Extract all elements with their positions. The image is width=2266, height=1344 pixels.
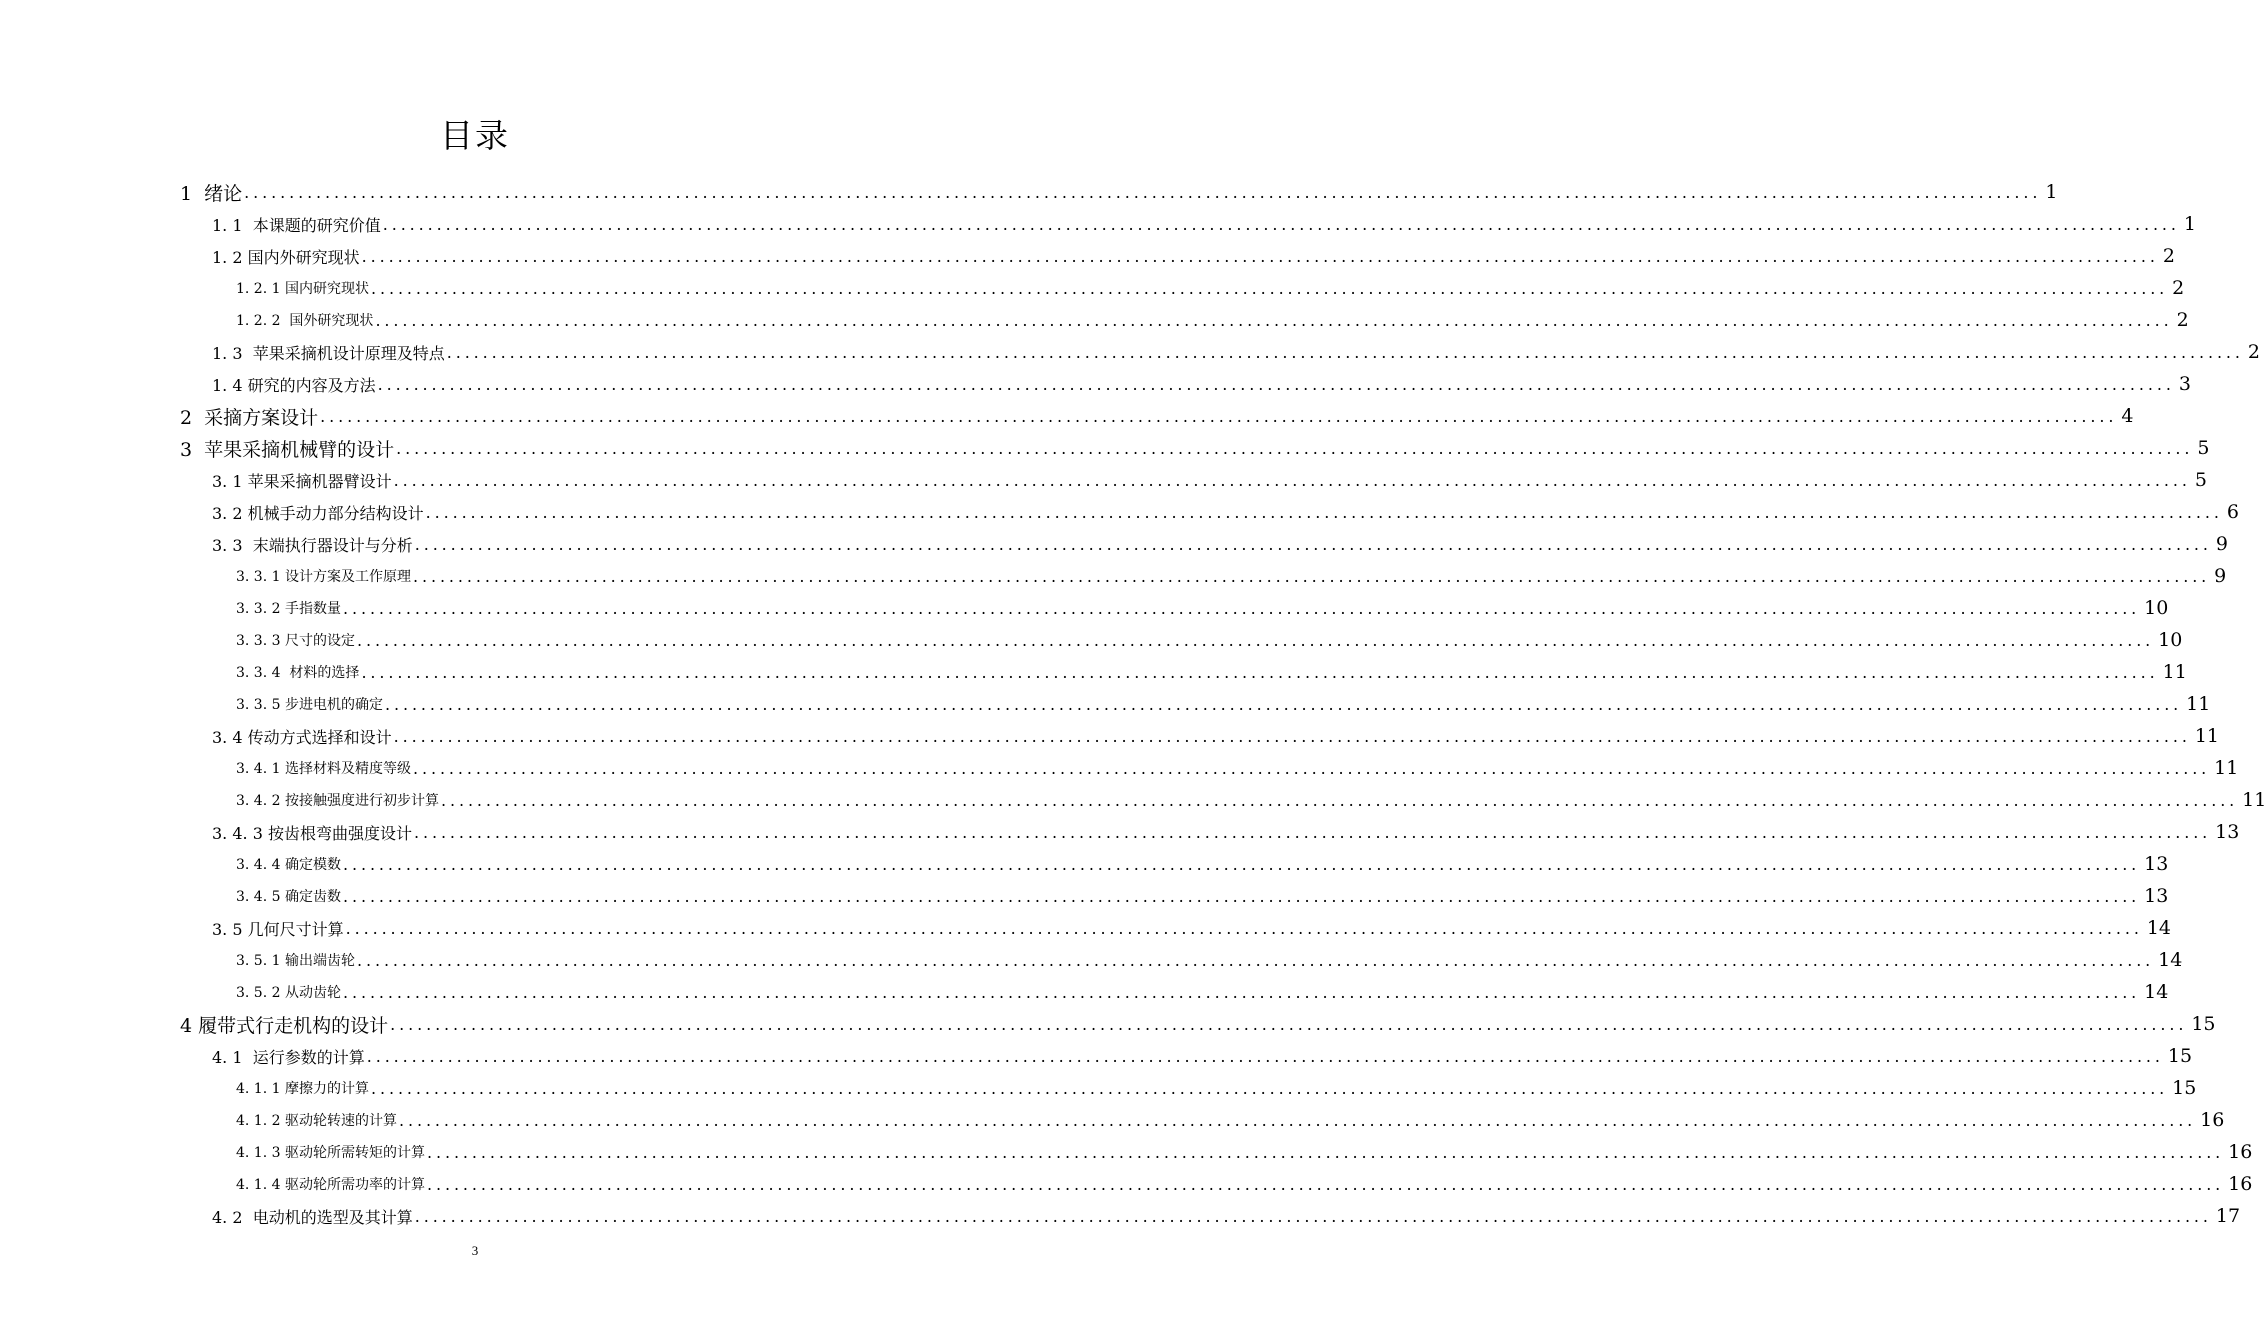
toc-dot-leader: ........................................................................................................................................................................................................ [375, 310, 2173, 330]
toc-dot-leader: ........................................................................................................................................................................................................ [366, 1046, 2164, 1066]
toc-entry-page: 10 [2144, 597, 2169, 619]
toc-entry-page: 13 [2144, 853, 2169, 875]
toc-dot-leader: ........................................................................................................................................................................................................ [382, 214, 2180, 234]
toc-dot-leader: ........................................................................................................................................................................................................ [356, 630, 2155, 650]
toc-dot-leader: ........................................................................................................................................................................................................ [356, 950, 2155, 970]
toc-entry-title: 4 履带式行走机构的设计 [180, 1014, 389, 1037]
toc-dot-leader: ........................................................................................................................................................................................................ [426, 1142, 2225, 1162]
toc-entry-title: 1. 3 苹果采摘机设计原理及特点 [212, 343, 445, 363]
page-number: 3 [471, 1243, 479, 1258]
toc-entry-page: 9 [2214, 565, 2227, 587]
toc-entry-title: 3. 4. 3 按齿根弯曲强度设计 [212, 823, 412, 843]
toc-entry[interactable] [212, 528, 2228, 560]
toc-entry[interactable] [236, 944, 2183, 976]
toc-entry-title: 3. 4. 1 选择材料及精度等级 [236, 761, 411, 777]
toc-entry-title: 3. 3. 3 尺寸的设定 [236, 633, 355, 649]
toc-entry-title: 3. 5. 2 从动齿轮 [236, 985, 341, 1001]
toc-entry-title: 3. 2 机械手动力部分结构设计 [212, 503, 424, 523]
toc-entry[interactable] [236, 592, 2169, 624]
toc-entry-page: 1 [2183, 213, 2196, 235]
toc-dot-leader: ........................................................................................................................................................................................................ [413, 822, 2212, 842]
toc-entry-page: 6 [2226, 501, 2239, 523]
toc-dot-leader: ........................................................................................................................................................................................................ [244, 182, 2042, 202]
toc-entry[interactable] [212, 1200, 2241, 1232]
toc-entry-page: 14 [2158, 949, 2183, 971]
toc-entry-title: 4. 1 运行参数的计算 [212, 1047, 365, 1067]
toc-entry-page: 11 [2162, 661, 2187, 683]
toc-dot-leader: ........................................................................................................................................................................................................ [361, 662, 2159, 682]
toc-entry[interactable] [212, 368, 2191, 400]
toc-dot-leader: ........................................................................................................................................................................................................ [393, 470, 2191, 490]
toc-dot-leader: ........................................................................................................................................................................................................ [320, 406, 2118, 426]
toc-entry-title: 2 采摘方案设计 [180, 406, 319, 429]
toc-dot-leader: ........................................................................................................................................................................................................ [396, 438, 2194, 458]
toc-entry-page: 4 [2121, 405, 2134, 427]
toc-entry-title: 4. 1. 1 摩擦力的计算 [236, 1081, 369, 1097]
toc-entry-page: 2 [2162, 245, 2175, 267]
toc-entry[interactable] [180, 1008, 2216, 1040]
toc-entry-page: 2 [2176, 309, 2189, 331]
toc-entry-page: 11 [2194, 725, 2219, 747]
toc-entry-page: 5 [2197, 437, 2210, 459]
toc-entry-page: 13 [2144, 885, 2169, 907]
toc-dot-leader: ........................................................................................................................................................................................................ [342, 886, 2141, 906]
toc-entry-page: 16 [2228, 1173, 2253, 1195]
toc-entry-page: 16 [2228, 1141, 2253, 1163]
toc-entry[interactable] [212, 496, 2239, 528]
toc-entry-page: 14 [2144, 981, 2169, 1003]
toc-dot-leader: ........................................................................................................................................................................................................ [425, 502, 2223, 522]
toc-entry-page: 13 [2215, 821, 2240, 843]
toc-entry-title: 3. 3. 2 手指数量 [236, 601, 341, 617]
toc-dot-leader: ........................................................................................................................................................................................................ [412, 758, 2211, 778]
toc-entry[interactable] [180, 176, 2058, 208]
toc-entry[interactable] [236, 880, 2169, 912]
toc-entry-page: 2 [2247, 341, 2260, 363]
toc-dot-leader: ........................................................................................................................................................................................................ [446, 342, 2244, 362]
toc-entry[interactable] [236, 976, 2169, 1008]
toc-dot-leader: ........................................................................................................................................................................................................ [370, 278, 2169, 298]
toc-entry[interactable] [236, 848, 2169, 880]
toc-entry-title: 1. 1 本课题的研究价值 [212, 215, 381, 235]
toc-entry[interactable] [236, 784, 2266, 816]
toc-entry[interactable] [212, 464, 2207, 496]
toc-entry-title: 4. 1. 3 驱动轮所需转矩的计算 [236, 1145, 425, 1161]
toc-dot-leader: ........................................................................................................................................................................................................ [377, 374, 2175, 394]
toc-entry[interactable] [236, 656, 2187, 688]
toc-entry-page: 3 [2178, 373, 2191, 395]
toc-dot-leader: ........................................................................................................................................................................................................ [384, 694, 2183, 714]
toc-entry[interactable] [180, 400, 2134, 432]
toc-entry-page: 15 [2191, 1013, 2216, 1035]
toc-dot-leader: ........................................................................................................................................................................................................ [342, 598, 2141, 618]
toc-entry-title: 1 绪论 [180, 182, 243, 205]
toc-entry-title: 1. 2 国内外研究现状 [212, 247, 360, 267]
toc-entry[interactable] [212, 208, 2196, 240]
table-of-contents [0, 176, 2266, 1232]
toc-entry-title: 3. 5. 1 输出端齿轮 [236, 953, 355, 969]
toc-entry-page: 11 [2186, 693, 2211, 715]
toc-entry-title: 1. 2. 1 国内研究现状 [236, 281, 369, 297]
toc-entry-page: 10 [2158, 629, 2183, 651]
toc-entry-title: 3 苹果采摘机械臂的设计 [180, 438, 395, 461]
toc-entry-page: 2 [2172, 277, 2185, 299]
toc-dot-leader: ........................................................................................................................................................................................................ [440, 790, 2239, 810]
toc-entry[interactable] [212, 1040, 2193, 1072]
toc-entry[interactable] [212, 912, 2171, 944]
toc-entry-title: 3. 5 几何尺寸计算 [212, 919, 344, 939]
toc-entry[interactable] [236, 560, 2227, 592]
toc-entry[interactable] [180, 432, 2210, 464]
toc-dot-leader: ........................................................................................................................................................................................................ [398, 1110, 2197, 1130]
toc-dot-leader: ........................................................................................................................................................................................................ [345, 918, 2143, 938]
toc-dot-leader: ........................................................................................................................................................................................................ [414, 1206, 2212, 1226]
toc-dot-leader: ........................................................................................................................................................................................................ [361, 246, 2159, 266]
toc-entry-title: 3. 4. 5 确定齿数 [236, 889, 341, 905]
toc-entry[interactable] [212, 816, 2240, 848]
toc-entry[interactable] [236, 624, 2183, 656]
toc-dot-leader: ........................................................................................................................................................................................................ [426, 1174, 2225, 1194]
toc-entry-title: 3. 3 末端执行器设计与分析 [212, 535, 413, 555]
toc-dot-leader: ........................................................................................................................................................................................................ [414, 534, 2212, 554]
toc-entry[interactable] [212, 720, 2219, 752]
toc-entry[interactable] [236, 304, 2189, 336]
toc-dot-leader: ........................................................................................................................................................................................................ [342, 982, 2141, 1002]
toc-entry-page: 9 [2215, 533, 2228, 555]
toc-entry-page: 16 [2200, 1109, 2225, 1131]
toc-dot-leader: ........................................................................................................................................................................................................ [370, 1078, 2169, 1098]
toc-entry-title: 3. 3. 1 设计方案及工作原理 [236, 569, 411, 585]
toc-entry-title: 3. 4. 4 确定模数 [236, 857, 341, 873]
toc-entry[interactable] [236, 1136, 2253, 1168]
toc-entry-page: 11 [2214, 757, 2239, 779]
toc-entry-page: 17 [2215, 1205, 2241, 1227]
toc-entry-title: 3. 1 苹果采摘机器臂设计 [212, 471, 392, 491]
toc-entry[interactable] [236, 1072, 2197, 1104]
toc-entry-title: 4. 2 电动机的选型及其计算 [212, 1207, 413, 1227]
toc-entry[interactable] [236, 1168, 2253, 1200]
toc-dot-leader: ........................................................................................................................................................................................................ [390, 1014, 2188, 1034]
toc-dot-leader: ........................................................................................................................................................................................................ [393, 726, 2191, 746]
toc-entry-page: 15 [2172, 1077, 2197, 1099]
toc-entry-page: 11 [2242, 789, 2266, 811]
toc-entry-page: 5 [2194, 469, 2207, 491]
toc-entry-title: 3. 4 传动方式选择和设计 [212, 727, 392, 747]
toc-entry-page: 1 [2045, 181, 2058, 203]
toc-entry[interactable] [236, 688, 2211, 720]
toc-entry-title: 4. 1. 2 驱动轮转速的计算 [236, 1113, 397, 1129]
toc-entry-title: 3. 3. 4 材料的选择 [236, 665, 360, 681]
toc-entry[interactable] [212, 336, 2260, 368]
toc-entry[interactable] [236, 752, 2239, 784]
toc-entry[interactable] [212, 240, 2175, 272]
toc-dot-leader: ........................................................................................................................................................................................................ [412, 566, 2211, 586]
toc-entry-title: 3. 4. 2 按接触强度进行初步计算 [236, 793, 439, 809]
toc-entry[interactable] [236, 272, 2185, 304]
toc-entry-page: 14 [2146, 917, 2171, 939]
toc-entry[interactable] [236, 1104, 2225, 1136]
page-title: 目录 [440, 116, 510, 155]
toc-entry-title: 1. 2. 2 国外研究现状 [236, 313, 374, 329]
toc-entry-page: 15 [2167, 1045, 2193, 1067]
toc-entry-title: 1. 4 研究的内容及方法 [212, 375, 376, 395]
toc-dot-leader: ........................................................................................................................................................................................................ [342, 854, 2141, 874]
toc-entry-title: 3. 3. 5 步进电机的确定 [236, 697, 383, 713]
toc-entry-title: 4. 1. 4 驱动轮所需功率的计算 [236, 1177, 425, 1193]
